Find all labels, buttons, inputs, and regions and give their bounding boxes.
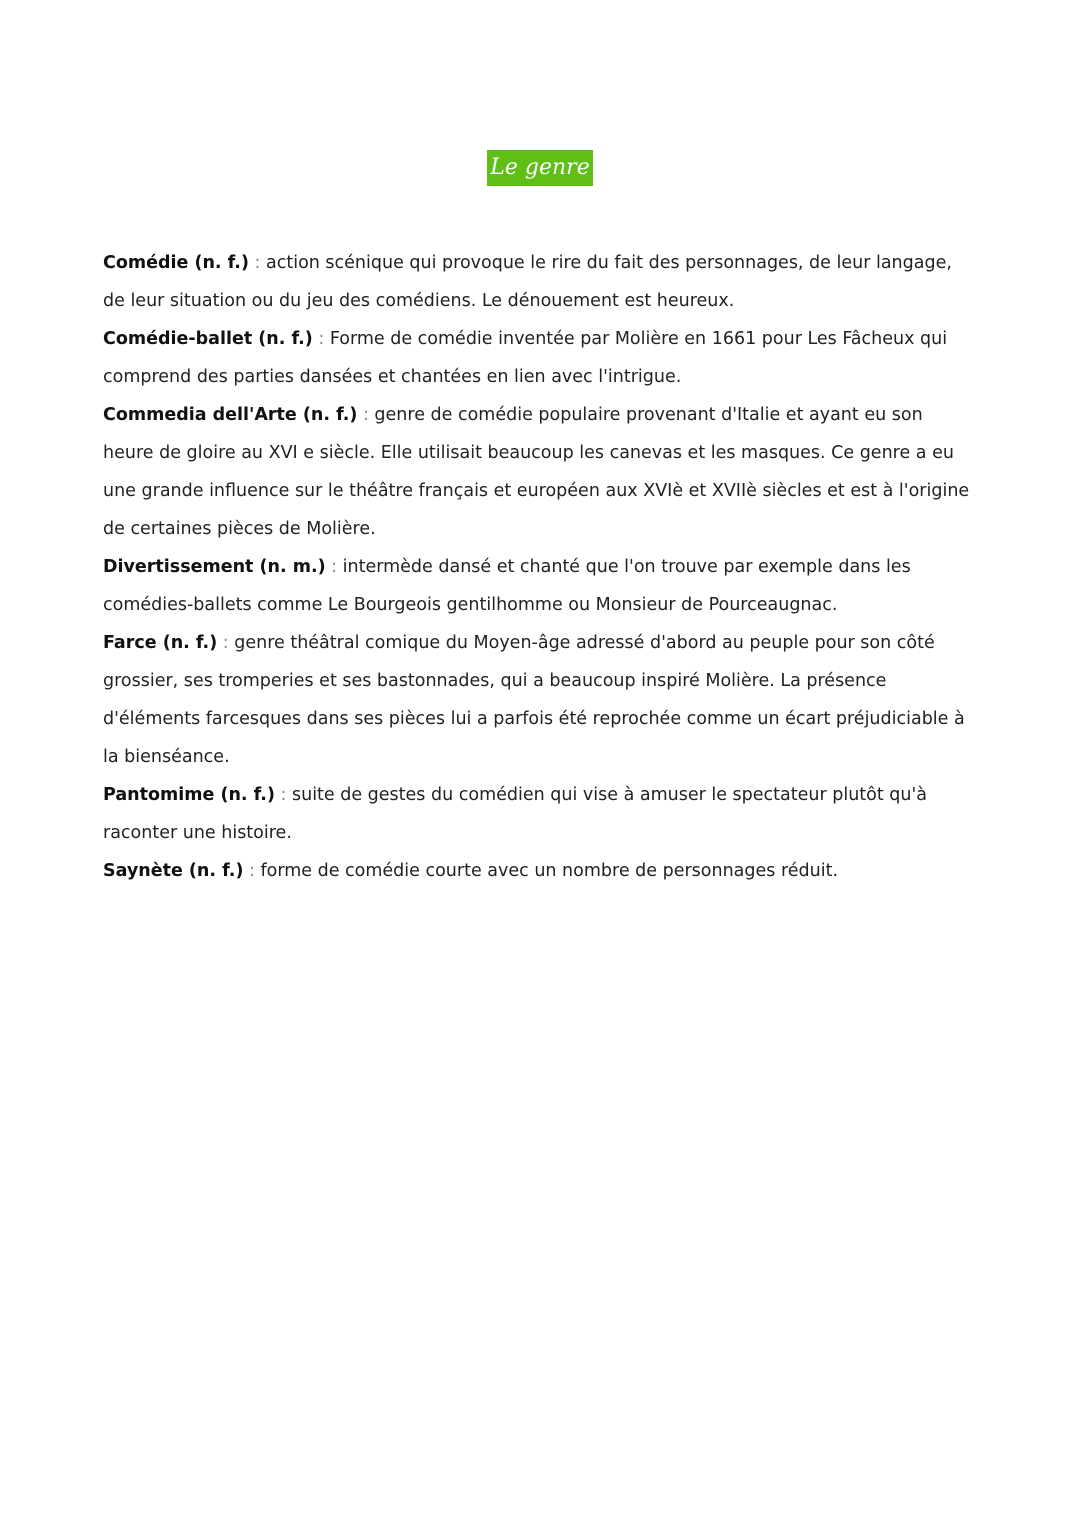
definition-text: suite de gestes du comédien qui vise à amuser le spectateur plutôt qu'à raconter une histoire. [103, 785, 928, 843]
definition-text: Forme de comédie inventée par Molière en 1661 pour Les Fâcheux qui comprend des parties dansées et chantées en lien avec l'intrigue. [103, 329, 948, 387]
definition-text: intermède dansé et chanté que l'on trouve par exemple dans les comédies-ballets comme Le Bourgeois gentilhomme ou Monsieur de Pourceaugnac. [103, 557, 911, 615]
definition-separator: : [243, 861, 261, 881]
definition-term: Saynète (n. f.) [103, 861, 244, 881]
definition-separator: : [357, 405, 375, 425]
definition-term: Comédie (n. f.) [103, 253, 249, 273]
definition-entry [103, 624, 973, 776]
definition-separator: : [248, 253, 266, 273]
definition-entry [103, 548, 973, 624]
definition-separator: : [325, 557, 343, 577]
definition-term: Pantomime (n. f.) [103, 785, 275, 805]
definition-text: action scénique qui provoque le rire du fait des personnages, de leur langage, de leur situation ou du jeu des comédiens. Le dénouement est heureux. [103, 253, 952, 311]
page-title: Le genre [487, 150, 592, 186]
definition-entry [103, 244, 973, 320]
definition-list [103, 244, 973, 890]
definition-entry [103, 776, 973, 852]
title-container [0, 150, 1080, 186]
definition-text: genre de comédie populaire provenant d'Italie et ayant eu son heure de gloire au XVI e siècle. Elle utilisait beaucoup les canevas et les masques. Ce genre a eu une grande influence sur le théâtre français et européen aux XVIè et XVIIè siècles et est à l'origine de certaines pièces de Molière. [103, 405, 970, 539]
definition-text: forme de comédie courte avec un nombre de personnages réduit. [260, 861, 839, 881]
definition-term: Comédie-ballet (n. f.) [103, 329, 313, 349]
definition-separator: : [274, 785, 292, 805]
definition-text: genre théâtral comique du Moyen-âge adressé d'abord au peuple pour son côté grossier, ses tromperies et ses bastonnades, qui a beaucoup inspiré Molière. La présence d'éléments farcesques dans ses pièces lui a parfois été reprochée comme un écart préjudiciable à la bienséance. [103, 633, 965, 767]
definition-separator: : [217, 633, 235, 653]
definition-entry [103, 396, 973, 548]
definition-entry [103, 852, 973, 890]
definition-term: Divertissement (n. m.) [103, 557, 326, 577]
definition-term: Farce (n. f.) [103, 633, 218, 653]
definition-entry [103, 320, 973, 396]
definition-term: Commedia dell'Arte (n. f.) [103, 405, 358, 425]
definition-separator: : [312, 329, 330, 349]
